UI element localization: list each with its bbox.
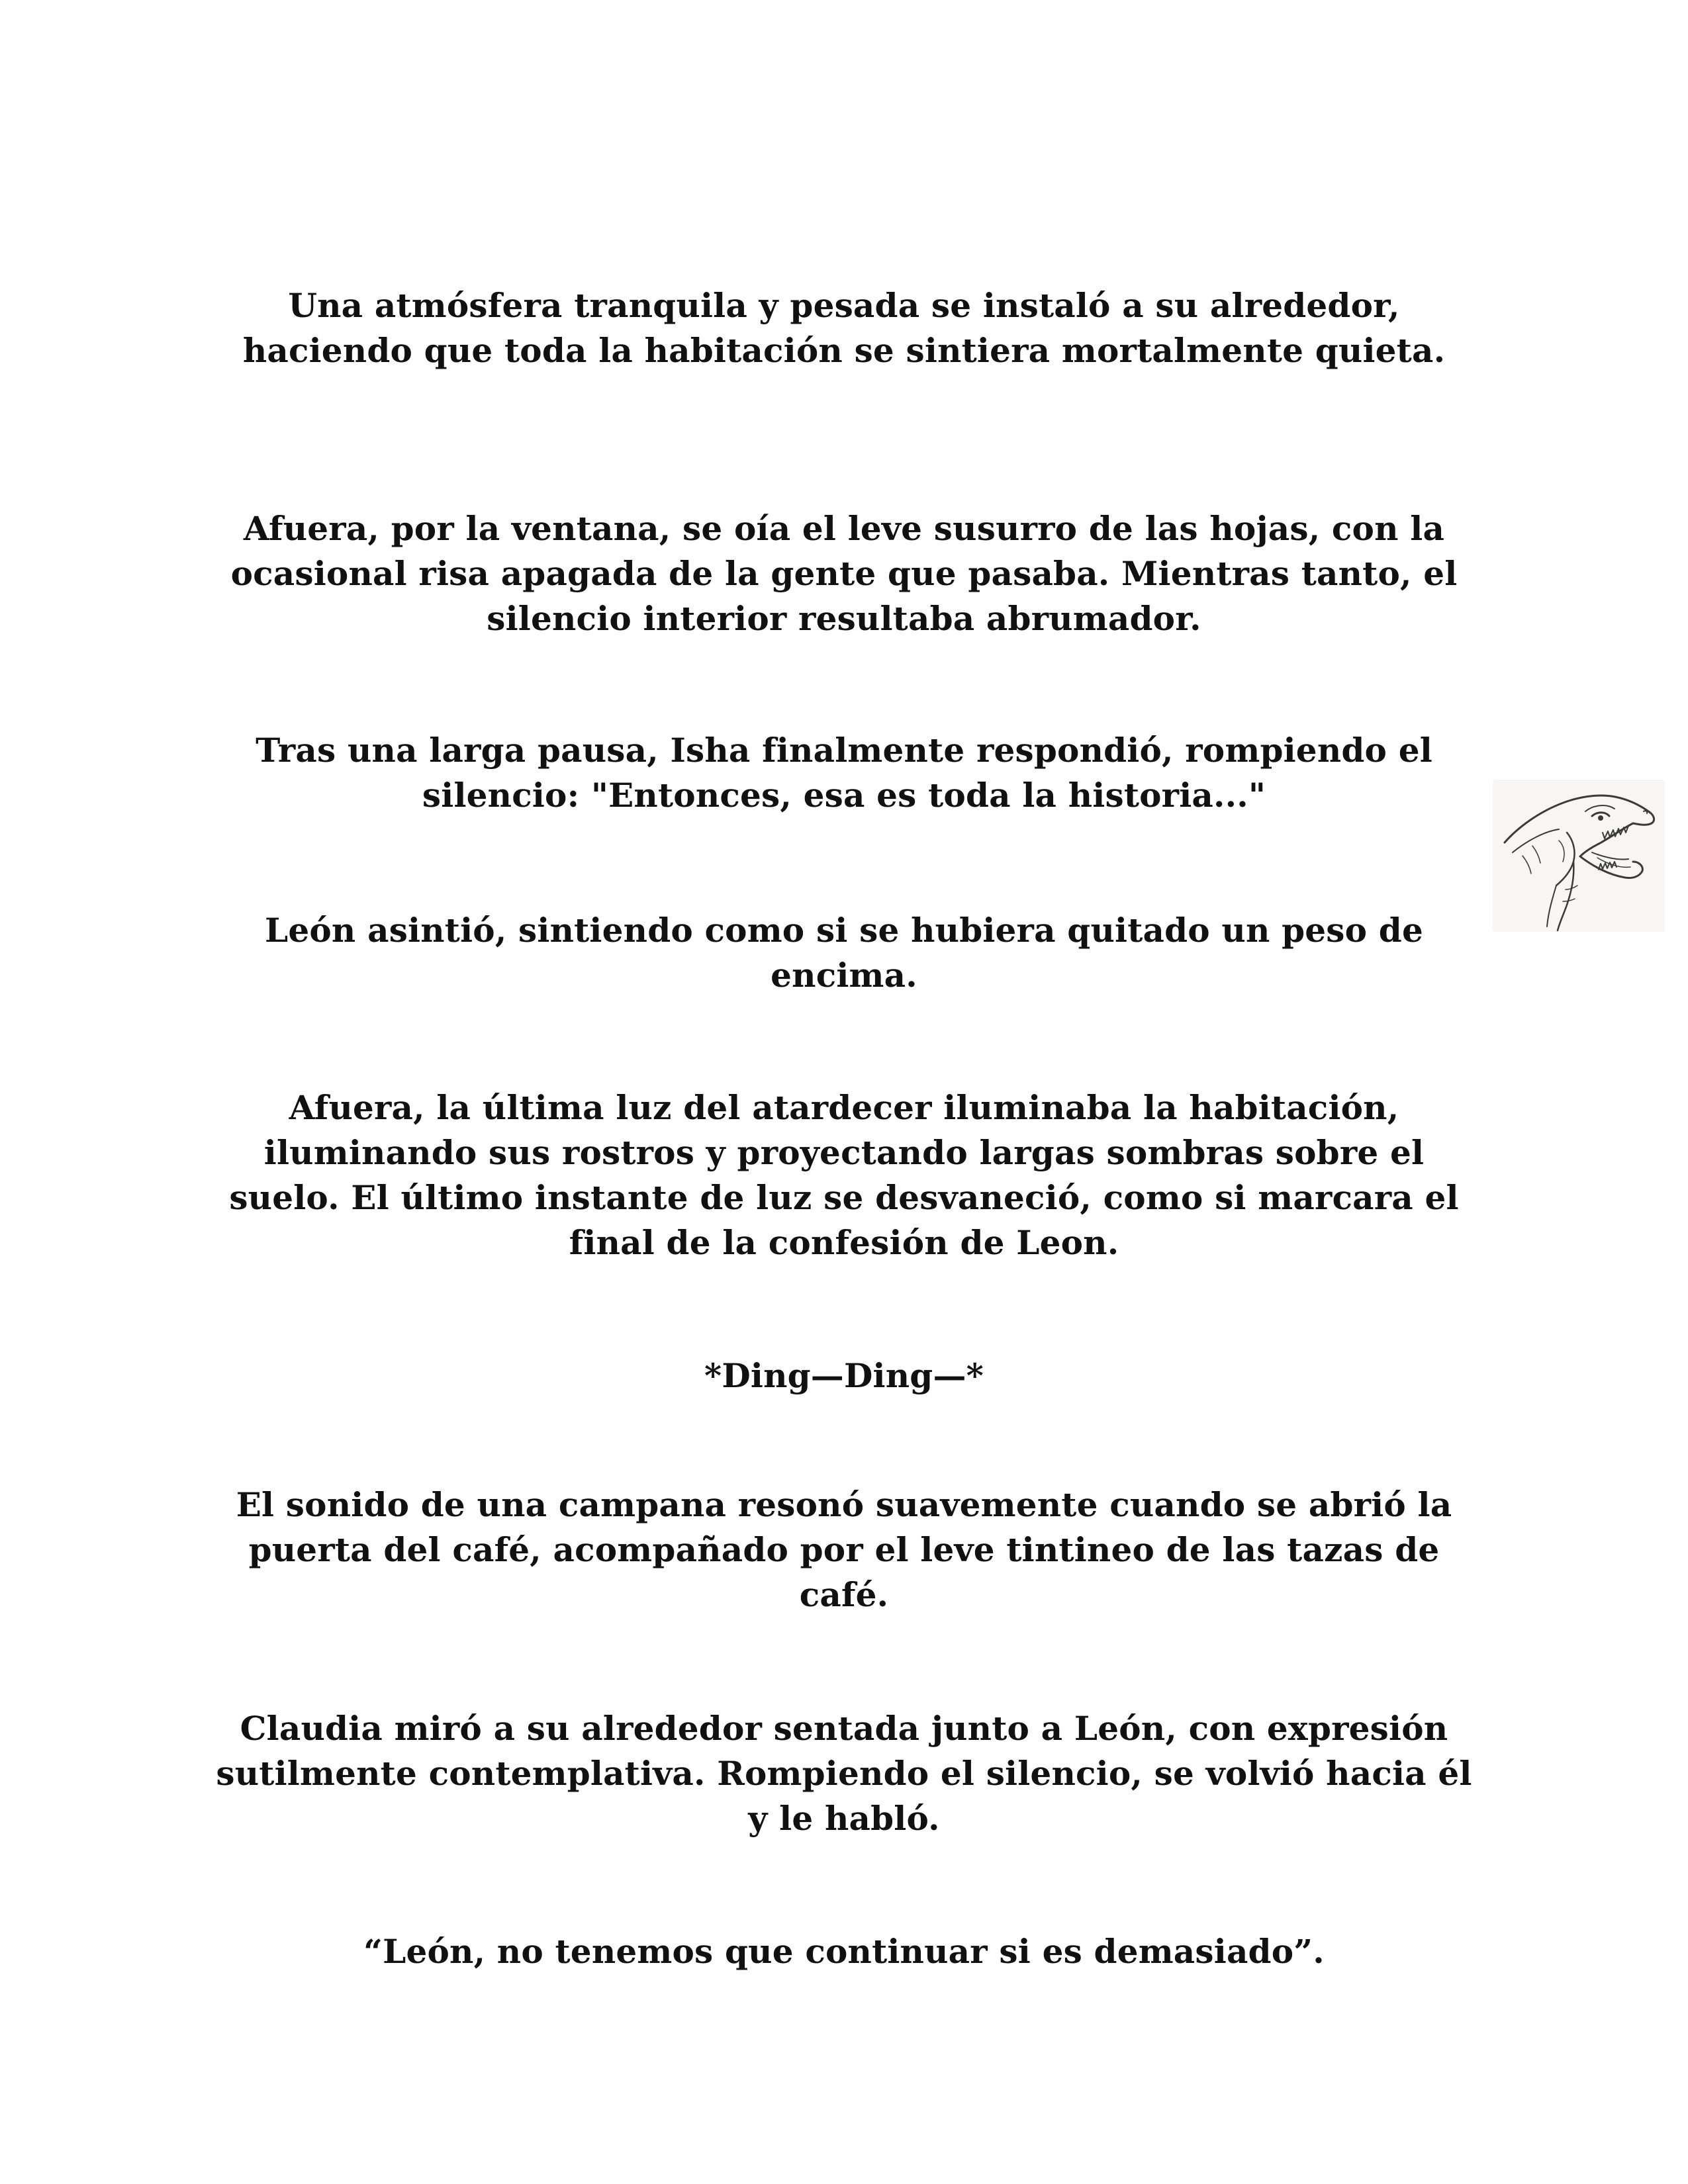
paragraph-outside-window: Afuera, por la ventana, se oía el leve susurro de las hojas, con la ocasional risa apagada de la gente que pasaba. Mientras tanto, el silencio interior resultaba abrumador. (230, 509, 1458, 638)
paragraph-claudia-quote: “León, no tenemos que continuar si es demasiado”. (363, 1932, 1325, 1971)
paragraph-sunset: Afuera, la última luz del atardecer iluminaba la habitación, iluminando sus rostros y proyectando largas sombras sobre el suelo. El último instante de luz se desvaneció, como si marcara el final de la confesión de Leon. (229, 1088, 1459, 1262)
paragraph-leon-nods: León asintió, sintiendo como si se hubiera quitado un peso de encima. (265, 911, 1423, 995)
paragraph-atmosphere: Una atmósfera tranquila y pesada se instaló a su alrededor, haciendo que toda la habitación se sintiera mortalmente quieta. (242, 286, 1446, 370)
dinosaur-sketch-icon (1493, 780, 1665, 932)
paragraph-ding-sound: *Ding—Ding—* (704, 1356, 984, 1395)
paragraph-cafe-bell: El sonido de una campana resonó suavemente cuando se abrió la puerta del café, acompañado por el leve tintineo de las tazas de café. (236, 1485, 1452, 1614)
paragraph-claudia: Claudia miró a su alrededor sentada junto a León, con expresión sutilmente contemplativa. Rompiendo el silencio, se volvió hacia él y le habló. (216, 1709, 1472, 1838)
paragraph-isha-response: Tras una larga pausa, Isha finalmente respondió, rompiendo el silencio: "Entonces, esa es toda la historia..." (256, 731, 1432, 815)
